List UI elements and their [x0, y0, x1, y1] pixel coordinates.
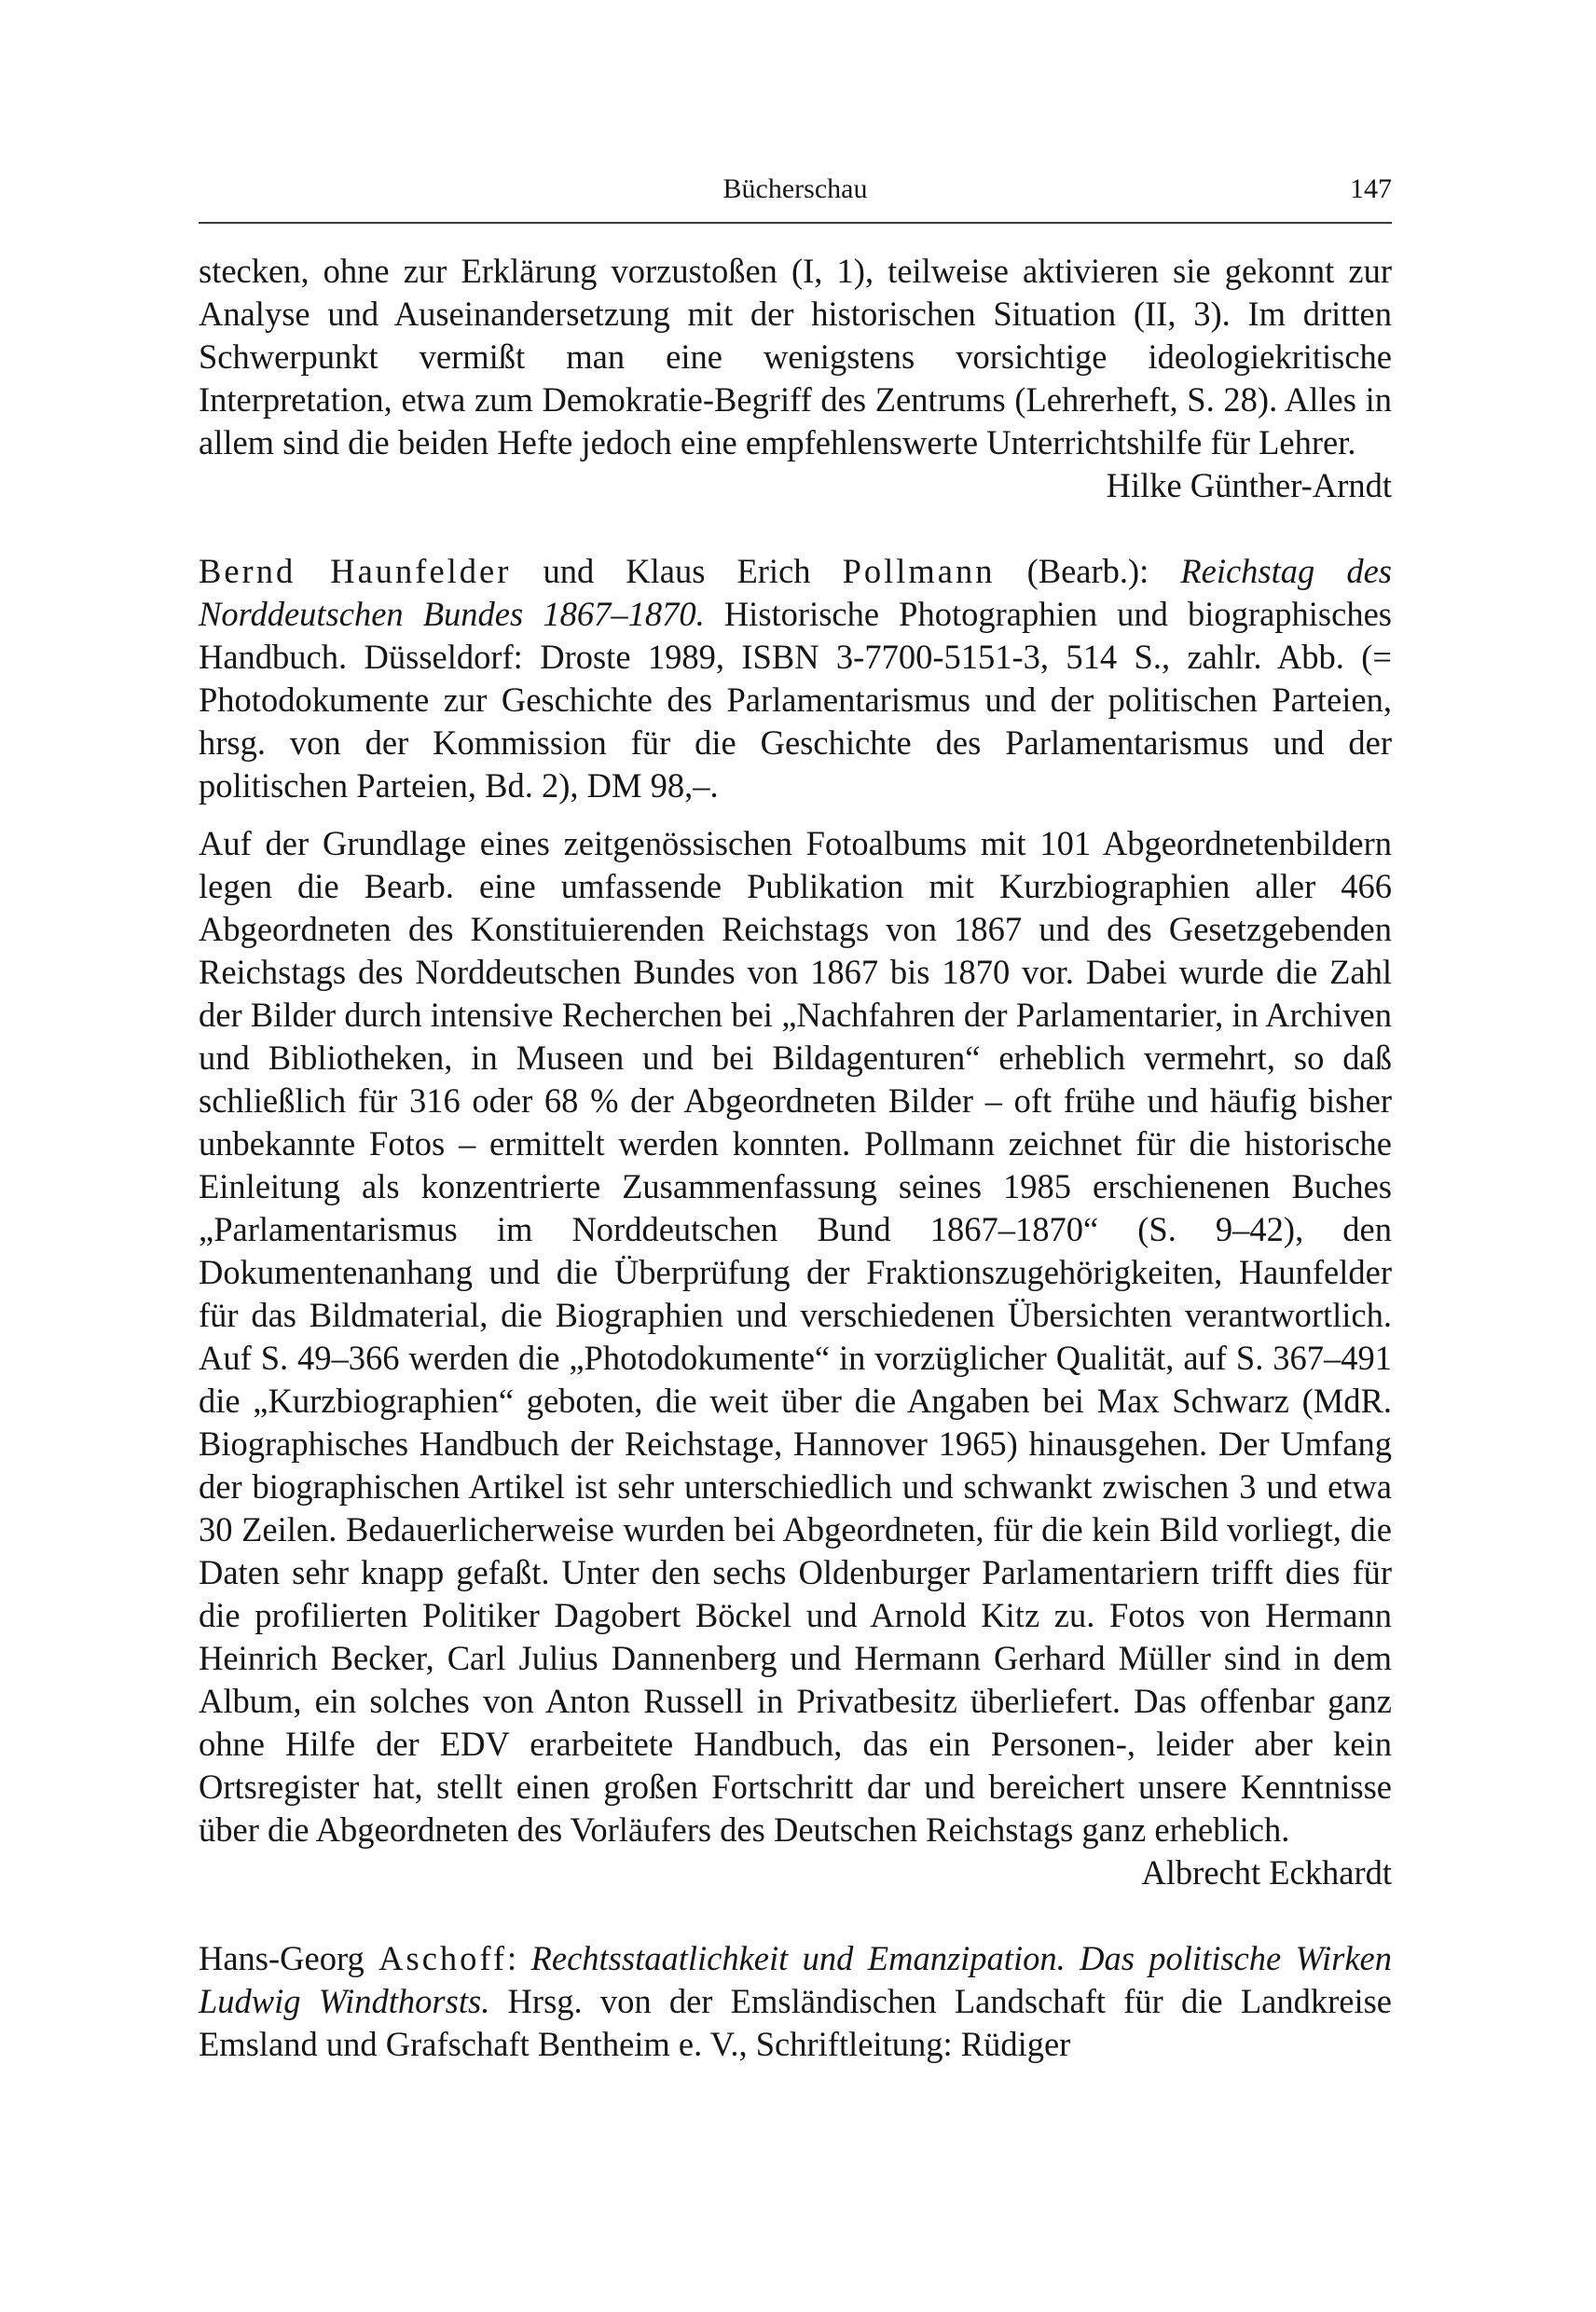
section-gap [199, 1894, 1392, 1937]
running-header [199, 168, 1392, 214]
header-title: Bücherschau [722, 173, 868, 204]
review-3-details: Hrsg. von der Emsländischen Landschaft für die Landkreise Emsland und Grafschaft Bentheim e. V., Schriftleitung: Rüdiger [199, 1982, 1393, 2063]
review-3-author-last: Aschoff [378, 1939, 508, 1977]
review-2-reviewer: Albrecht Eckhardt [1141, 1853, 1392, 1892]
review-3-book-title: Rechtsstaatlichkeit und Emanzipation. Das politische Wirken Ludwig Windthorsts. [199, 1939, 1392, 2020]
review-2-joiner: und Klaus Erich [511, 552, 843, 590]
review-3-citation [199, 1937, 1392, 2066]
page-body [199, 250, 1392, 2066]
review-1-text: stecken, ohne zur Erklärung vorzustoßen (I, 1), teilweise aktivieren sie gekonnt zur Analyse und Auseinandersetzung mit der historischen Situation (II, 3). Im dritten Schwerpunkt vermißt man eine wenigstens vorsichtige ideologiekritische Interpretation, etwa zum Demokratie-Begriff des Zentrums (Lehrerheft, S. 28). Alles in allem sind die beiden Hefte jedoch eine empfehlenswerte Unterrichtshilfe für Lehrer. [199, 252, 1392, 461]
header-rule [199, 222, 1392, 224]
review-2-author-2: Pollmann [842, 552, 996, 590]
page-number: 147 [1350, 173, 1392, 204]
paragraph-gap [199, 807, 1392, 822]
review-2-role: (Bearb.): [995, 552, 1181, 590]
review-1-reviewer: Hilke Günther-Arndt [1106, 466, 1392, 504]
section-gap [199, 507, 1392, 550]
review-3-colon: : [507, 1939, 531, 1977]
review-2-details: Historische Photographien und biographisches Handbuch. Düsseldorf: Droste 1989, ISBN 3-7700-5151-3, 514 S., zahlr. Abb. (= Photodokumente zur Geschichte des Parlamentarismus und der politischen Parteien, hrsg. von der Kommission für die Geschichte des Parlamentarismus und der politischen Parteien, Bd. 2), DM 98,–. [199, 595, 1392, 805]
review-2-book-title: Reichstag des Norddeutschen Bundes 1867–1870. [199, 552, 1392, 633]
review-3-author-first: Hans-Georg [199, 1939, 379, 1977]
review-2-text: Auf der Grundlage eines zeitgenössischen Fotoalbums mit 101 Abgeordnetenbildern legen die Bearb. eine umfassende Publikation mit Kurzbiographien aller 466 Abgeordneten des Konstituierenden Reichstags von 1867 und des Gesetzgebenden Reichstags des Norddeutschen Bundes von 1867 bis 1870 vor. Dabei wurde die Zahl der Bilder durch intensive Recherchen bei „Nachfahren der Parlamentarier, in Archiven und Bibliotheken, in Museen und bei Bildagenturen“ erheblich vermehrt, so daß schließlich für 316 oder 68 % der Abgeordneten Bilder – oft frühe und häufig bisher unbekannte Fotos – ermittelt werden konnten. Pollmann zeichnet für die historische Einleitung als konzentrierte Zusammenfassung seines 1985 erschienenen Buches „Parlamentarismus im Norddeutschen Bund 1867–1870“ (S. 9–42), den Dokumentenanhang und die Überprüfung der Fraktionszugehörigkeiten, Haunfelder für das Bildmaterial, die Biographien und verschiedenen Übersichten verantwortlich. Auf S. 49–366 werden die „Photodokumente“ in vorzüglicher Qualität, auf S. 367–491 die „Kurzbiographien“ geboten, die weit über die Angaben bei Max Schwarz (MdR. Biographisches Handbuch der Reichstage, Hannover 1965) hinausgehen. Der Umfang der biographischen Artikel ist sehr unterschiedlich und schwankt zwischen 3 und etwa 30 Zeilen. Bedauerlicherweise wurden bei Abgeordneten, für die kein Bild vorliegt, die Daten sehr knapp gefaßt. Unter den sechs Oldenburger Parlamentariern trifft dies für die profilierten Politiker Dagobert Böckel und Arnold Kitz zu. Fotos von Hermann Heinrich Becker, Carl Julius Dannenberg und Hermann Gerhard Müller sind in dem Album, ein solches von Anton Russell in Privatbesitz überliefert. Das offenbar ganz ohne Hilfe der EDV erarbeitete Handbuch, das ein Personen-, leider aber kein Ortsregister hat, stellt einen großen Fortschritt dar und bereichert unsere Kenntnisse über die Abgeordneten des Vorläufers des Deutschen Reichstags ganz erheblich. [199, 824, 1392, 1849]
review-2-citation [199, 550, 1392, 807]
review-2-author-1: Bernd Haunfelder [199, 552, 512, 590]
